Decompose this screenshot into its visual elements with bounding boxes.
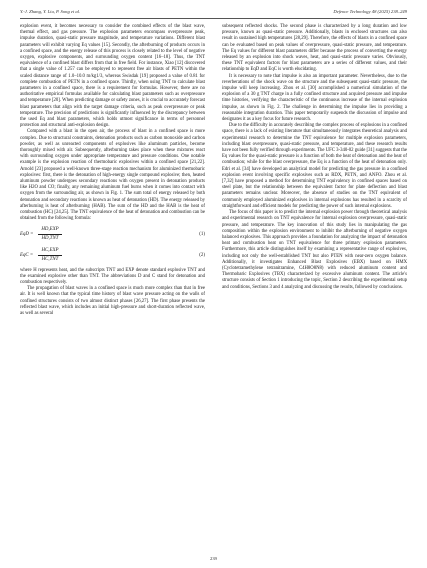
equation-denominator: HC,TNT	[41, 256, 59, 262]
header-authors: Y.-J. Zhang, Y. Liu, P. Song et al.	[20, 9, 81, 14]
equation-lhs: EqC =	[20, 252, 34, 258]
paragraph: subsequent reflected shocks. The second phase is characterized by a long duration and low pressure, known as quasi-static pressure. Additionally, blasts in enclosed structures can also result in sustained high temperatures [28,29]. Therefore, the effects of blasts in a confined space can be evaluated based on peak values of overpressure, quasi-static pressure, and temperature. The Eq values for different blast parameters differ because the process of converting the energy released by an explosion into shock waves, heat, and quasi-static pressure varies. Obviously, these TNT equivalent factors for blast parameters are a series of different values, and their relationship to EqD and EqC is worth elucidating.	[222, 24, 407, 73]
paragraph: It is necessary to note that impulse is also an important parameter. Nevertheless, due to the reverberations of the shock wave on the structure and the subsequent quasi-static pressure, the impulse will keep increasing. Zhou et al. [30] accomplished a numerical simulation of the explosion of a 30 g TNT charge in a fully confined structure and acquired pressure and impulse time histories, verifying the characteristic of the continuous increase of the internal explosion impulse, as shown in Fig. 2. The challenge in determining the impulse lies in providing a reasonable integration duration. This paper temporarily suspends the discussion of impulse and designates it as a key focus for future research.	[222, 73, 407, 123]
paragraph: The propagation of blast waves in a confined space is much more complex than that in free air. It is well known that the typical time history of blast wave pressure acting on the walls of confined structures consists of two almost distinct phases [26,27]. The first phase presents the reflected blast wave, which includes an initial high-pressure and short-duration reflected wave, as well as several	[20, 286, 205, 316]
equation-numerator: HD,EXP	[38, 227, 62, 235]
paragraph: Due to the difficulty in accurately describing the complex process of explosions in a confined space, there is a lack of existing literature that simultaneously integrates theoretical analysis and experimental research to determine the TNT equivalence for multiple explosion parameters, including blast overpressure, quasi-static pressure, and temperature, and these research results have not been fully verified through experiments. The UFC 3-340-02 guide [31] suggests that the Eq values for the quasi-static pressure is a function of both the heat of detonation and the heat of combustion; while for the blast overpressure, the Eq is a function of the heat of detonation only. Edri et al. [34] have developed an analytical model for predicting the gas pressure in a confined explosion event involving specific explosives such as RDX, PETN, and ANFO. Zhou et al. [7,32] have proposed a method for determining TNT equivalency in confined spaces based on steel plate, but the relationship between the equivalent factor for plate deflection and blast parameters remains unclear. Moreover, the absence of studies on the TNT equivalent of commonly employed aluminized explosives in internal explosions has resulted in a scarcity of straightforward and efficient models for predicting the power of such internal explosions.	[222, 123, 407, 209]
equation-lhs: EqD =	[20, 231, 34, 237]
right-column	[222, 24, 407, 291]
equation-1	[20, 226, 205, 244]
equation-fraction	[38, 227, 62, 242]
header-rule	[20, 18, 407, 19]
paragraph: where H represents heat, and the subscripts TNT and EXP denote standard explosive TNT and the examined explosive other than TNT. The abbreviations D and C stand for detonation and combustion respectively.	[20, 267, 205, 285]
equation-number: (2)	[199, 252, 205, 258]
equation-numerator: HC,EXP	[38, 248, 62, 256]
equation-2	[20, 247, 205, 265]
paragraph: explosion event, it becomes necessary to consider the combined effects of the blast wave, thermal effect, and gas pressure. The explosion parameters encompass overpressure peak, impulse duration, quasi-static pressure magnitude, and temperature variations. Different blast parameters will exhibit varying Eq values [15]. Secondly, the afterburning of products occurs in a confined space, and the energy release of this process is closely related to the level of negative oxygen, explosive components, and surrounding oxygen content [16–18]. Thus, the TNT equivalence of a confined blast differs from that in free field. For instance, Xiao [12] discovered that a single value of 1.257 can be employed to represent free air blasts of PETN within the scaled distance range of 1.0–10.0 m/kg1/3, whereas Swisdak [19] proposed a value of 0.81 for complete combustion of PETN in a confined space. Thirdly, when using TNT to calculate blast parameters in a confined space, there is a requirement for formulas. However, there are no authoritative empirical formulas available for calculating blast parameters such as overpressure and temperature [20]. When predicting damage or safety zones, it is crucial to accurately forecast blast parameters that align with the target damage criteria, such as peak overpressure or peak temperature. The precision of predictions is significantly influenced by the discrepancy between the used Eq and blast parameters, which holds utmost significance in terms of personnel protection and structural anti-explosion design.	[20, 24, 205, 129]
page-number: 239	[210, 556, 217, 561]
left-column	[20, 24, 205, 317]
equation-number: (1)	[199, 231, 205, 237]
header-journal: Defence Technology 48 (2025) 238–249	[333, 9, 407, 14]
equation-fraction	[38, 248, 62, 263]
paragraph: The focus of this paper is to predict the internal explosion power through theoretical analysis and experimental research on TNT equivalence for internal explosion overpressure, quasi-static pressure, and temperature. The key innovation of this study lies in manipulating the gas composition within the explosion environment to inhibit the afterburning of negative oxygen balanced explosives. This approach provides a foundation for analyzing the impact of detonation heat and combustion heat on TNT equivalence for three primary explosion parameters. Furthermore, this article distinguishes itself by examining a representative range of explosives, including not only the well-established TNT but also PTEN with near-zero oxygen balance. Additionally, it investigates Enhanced Blast Explosives (EBX) based on HMX (Cyclotetramethylene tetranitramine, C4H8O8N8) with reduced aluminum content and Thermobaric Explosives (TBX) characterized by excessive aluminum content. The article's structure consists of Section 1 introducing the topic, Section 2 describing the experimental setup and conditions, Sections 3 and 4 analyzing and discussing the results, followed by conclusions.	[222, 210, 407, 290]
paragraph: Compared with a blast in the open air, the process of blast in a confined space is more complex. Due to structural constraints, detonation products such as carbon monoxide and carbon powder, as well as unreacted components of explosives like aluminum particles, become thoroughly mixed with air. Subsequently, afterburning takes place when these mixtures react with surrounding oxygen under appropriate temperature and pressure conditions. One notable example is the explosion reaction of thermobaric explosives within a confined space [21,22]. Arnold [23] proposed a well-known three-stage reaction mechanism for aluminized thermobaric explosives: first, there is the detonation of high-energy single compound explosive; then, heated aluminum powder undergoes secondary reactions with oxygen present in detonation products like H2O and CO; finally, any remaining aluminum fuel burns when it comes into contact with oxygen from the surrounding air, as shown in Fig. 1. The sum total of energy released by both detonation and secondary reactions is known as heat of detonation (HD). The energy released by afterburning is heat of afterburning (HAB). The sum of the HD and the HAB is the heat of combustion (HC) [24,25]. The TNT equivalence of the heat of detonation and combustion can be obtained from the following formula:	[20, 129, 205, 222]
equation-denominator: HD,TNT	[41, 235, 59, 241]
